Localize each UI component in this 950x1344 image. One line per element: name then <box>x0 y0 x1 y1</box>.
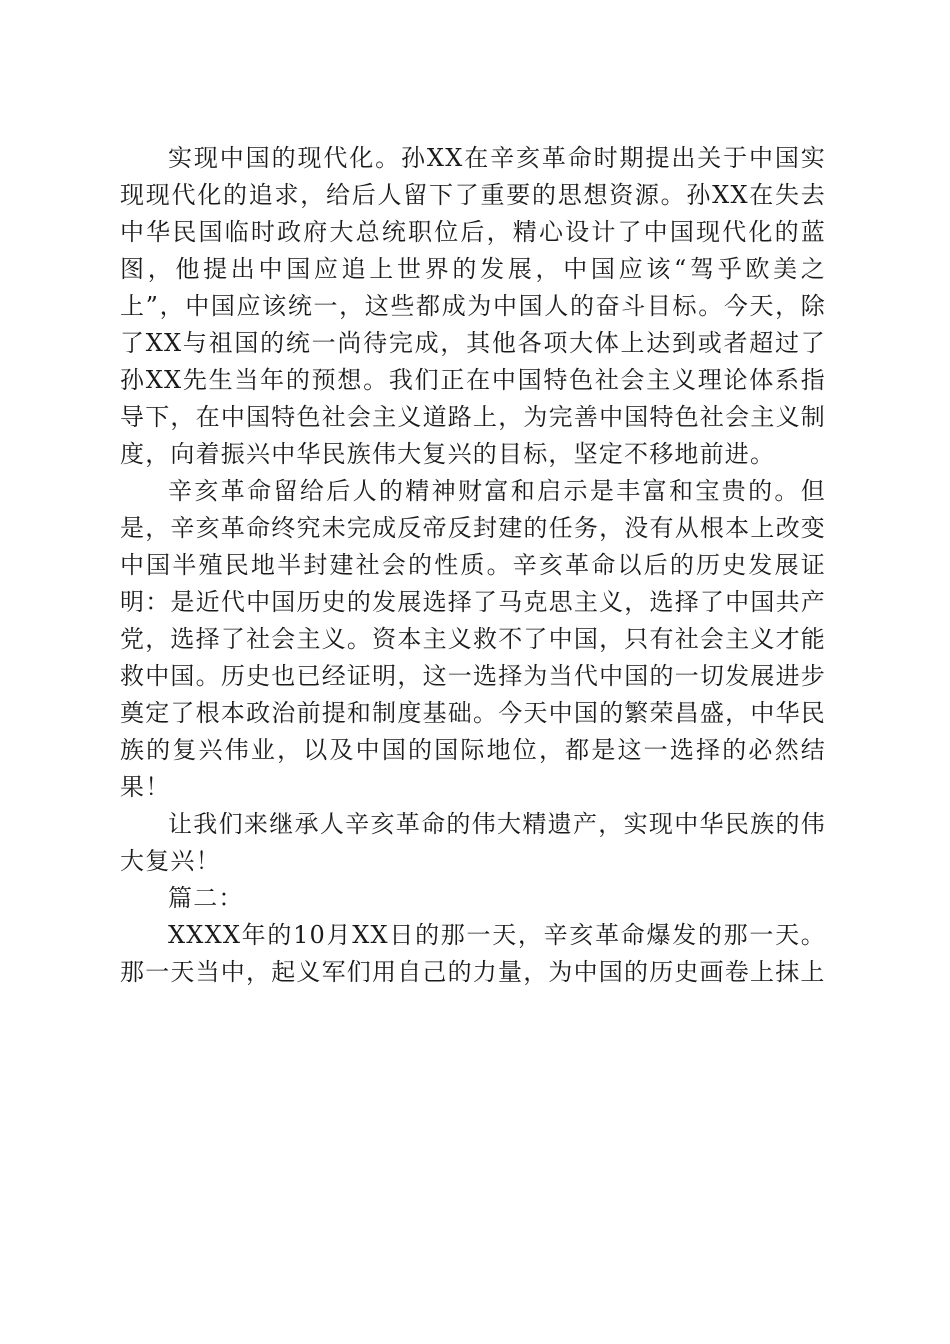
paragraph-legacy: 辛亥革命留给后人的精神财富和启示是丰富和宝贵的。但是，辛亥革命终究未完成反帝反封建的任务，没有从根本上改变中国半殖民地半封建社会的性质。辛亥革命以后的历史发展证明：是近代中国历史的发展选择了马克思主义，选择了中国共产党，选择了社会主义。资本主义救不了中国，只有社会主义才能救中国。历史也已经证明，这一选择为当代中国的一切发展进步奠定了根本政治前提和制度基础。今天中国的繁荣昌盛，中华民族的复兴伟业，以及中国的国际地位，都是这一选择的必然结果！ <box>120 477 826 801</box>
paragraph-modernization: 实现中国的现代化。孙XX在辛亥革命时期提出关于中国实现现代化的追求，给后人留下了重要的思想资源。孙XX在失去中华民国临时政府大总统职位后，精心设计了中国现代化的蓝图，他提出中国应追上世界的发展，中国应该“驾乎欧美之上”，中国应该统一，这些都成为中国人的奋斗目标。今天，除了XX与祖国的统一尚待完成，其他各项大体上达到或者超过了孙XX先生当年的预想。我们正在中国特色社会主义理论体系指导下，在中国特色社会主义道路上，为完善中国特色社会主义制度，向着振兴中华民族伟大复兴的目标，坚定不移地前进。 <box>120 144 826 468</box>
paragraph-section-two: XXXX年的10月XX日的那一天，辛亥革命爆发的那一天。那一天当中，起义军们用自己的力量，为中国的历史画卷上抹上 <box>120 921 826 986</box>
document-body <box>120 140 826 991</box>
paragraph-call-to-action: 让我们来继承人辛亥革命的伟大精遗产，实现中华民族的伟大复兴！ <box>120 810 826 875</box>
section-heading: 篇二： <box>168 884 244 912</box>
